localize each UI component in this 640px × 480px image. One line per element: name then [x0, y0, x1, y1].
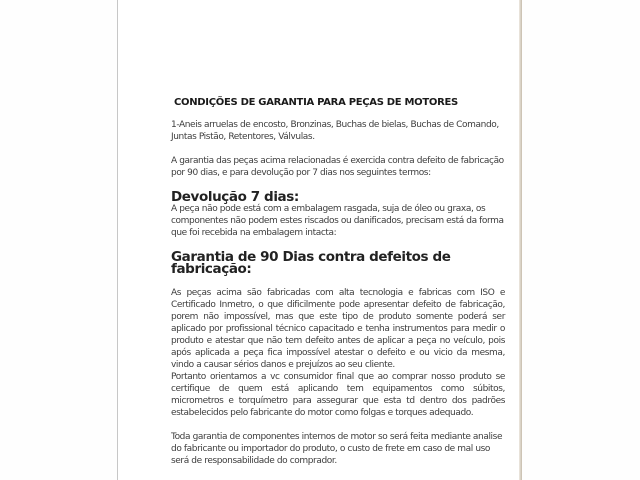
warranty-summary-paragraph: A garantia das peças acima relacionadas é exercida contra defeito de fabricação por 90 dias, e para devolução por 7 dias nos seguintes termos:: [171, 156, 504, 178]
page-title: CONDIÇÕES DE GARANTIA PARA PEÇAS DE MOTORES: [174, 97, 458, 108]
garantia-body-paragraph-2: Portanto orientamos a vc consumidor final que ao comprar nosso produto se certifique de quem está aplicando tem equipamentos como súbitos, micrometros e torquímetro para assegurar que esta td dentro dos padrões estabelecidos pelo fabricante do motor como folgas e torques adequado.: [171, 372, 505, 418]
garantia-heading: Garantia de 90 Dias contra defeitos de fabricação:: [171, 249, 451, 277]
closing-paragraph: Toda garantia de componentes internos de motor so será feita mediante analise do fabricante ou importador do produto, o custo de frete em caso de mal uso será de responsabilidade do comprador.: [171, 432, 503, 466]
devolucao-heading: Devolução 7 dias:: [171, 189, 299, 205]
page-right-edge: [519, 0, 522, 480]
page-content: [171, 97, 505, 479]
garantia-body-paragraph-1: As peças acima são fabricadas com alta tecnologia e fabricas com ISO e Certificado Inmetro, o que dificilmente pode apresentar defeito de fabricação, porem não impossível, mas que este tipo de produto somente poderá ser aplicado por profissional técnico capacitado e tenha instrumentos para medir o produto e atestar que não tem defeito antes de aplicar a peça no veículo, pois após aplicada a peça fica impossível atestar o defeito e ou vicio da mesma, vindo a causar sérios danos e prejuízos ao seu cliente.: [171, 288, 505, 370]
document-page: [118, 0, 519, 480]
parts-list-paragraph: 1-Aneis arruelas de encosto, Bronzinas, Buchas de bielas, Buchas de Comando, Juntas Pistão, Retentores, Válvulas.: [171, 120, 499, 142]
page-left-edge: [117, 0, 118, 480]
devolucao-body-paragraph: A peça não pode está com a embalagem rasgada, suja de óleo ou graxa, os componentes não podem estes riscados ou danificados, precisam está da forma que foi recebida na embalagem intacta:: [171, 204, 504, 238]
